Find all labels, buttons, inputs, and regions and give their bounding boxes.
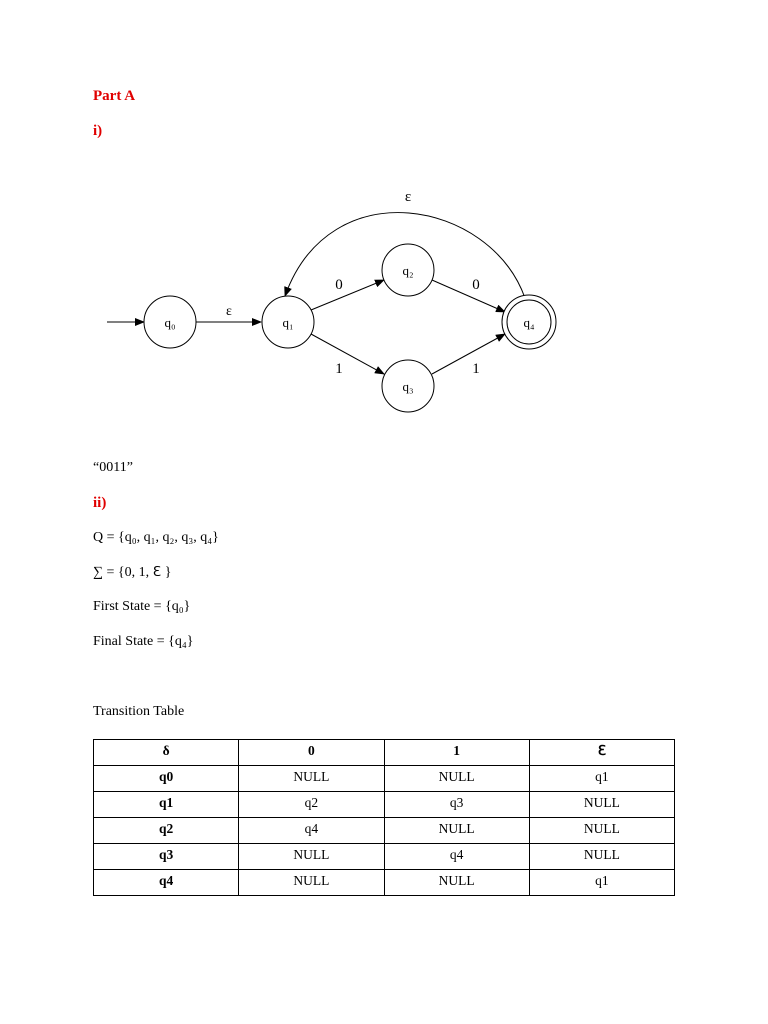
cell: q4 [384,844,529,870]
section-ii-label: ii) [93,495,107,511]
edge-q4-q1-label: ε [404,189,412,205]
header-delta: δ [94,740,239,766]
cell: NULL [239,766,384,792]
edge-q2-q4-label: 0 [472,277,480,293]
alphabet-set: ∑ = {0, 1, ℇ } [93,565,172,580]
state-q0-label: q₀ [164,315,176,330]
edge-q3-q4 [432,334,505,374]
transition-table [93,739,675,896]
cell: q1 [529,870,674,896]
row-state: q2 [94,818,239,844]
edge-q3-q4-label: 1 [472,361,480,377]
part-title: Part A [93,88,136,104]
cell: NULL [529,844,674,870]
cell: q1 [529,766,674,792]
table-row [94,870,675,896]
header-epsilon: ℇ [529,740,674,766]
header-1: 1 [384,740,529,766]
row-state: q1 [94,792,239,818]
state-q2-label: q₂ [402,263,414,278]
cell: NULL [384,766,529,792]
edge-q1-q3 [311,334,384,374]
edge-q2-q4 [432,280,505,312]
cell: NULL [384,818,529,844]
table-header-row [94,740,675,766]
table-row [94,766,675,792]
cell: NULL [529,792,674,818]
row-state: q4 [94,870,239,896]
cell: NULL [239,870,384,896]
cell: NULL [384,870,529,896]
row-state: q0 [94,766,239,792]
row-state: q3 [94,844,239,870]
state-q1-label: q₁ [282,315,294,330]
cell: NULL [239,844,384,870]
edge-q1-q2 [311,280,384,310]
section-i-label: i) [93,123,103,139]
cell: q2 [239,792,384,818]
state-q3-label: q₃ [402,379,414,394]
nfa-state-diagram [0,0,768,460]
example-string: “0011” [93,460,133,475]
edge-q1-q2-label: 0 [335,277,343,293]
cell: q3 [384,792,529,818]
state-q4-label: q₄ [523,315,535,330]
table-row [94,792,675,818]
cell: q4 [239,818,384,844]
table-row [94,818,675,844]
edge-q1-q3-label: 1 [335,361,343,377]
edge-q0-q1-label: ε [226,304,232,319]
final-state: Final State = {q₄} [93,634,194,649]
table-row [94,844,675,870]
header-0: 0 [239,740,384,766]
table-caption: Transition Table [93,704,185,719]
first-state: First State = {q₀} [93,599,191,614]
cell: NULL [529,818,674,844]
states-set: Q = {q₀, q₁, q₂, q₃, q₄} [93,530,219,545]
